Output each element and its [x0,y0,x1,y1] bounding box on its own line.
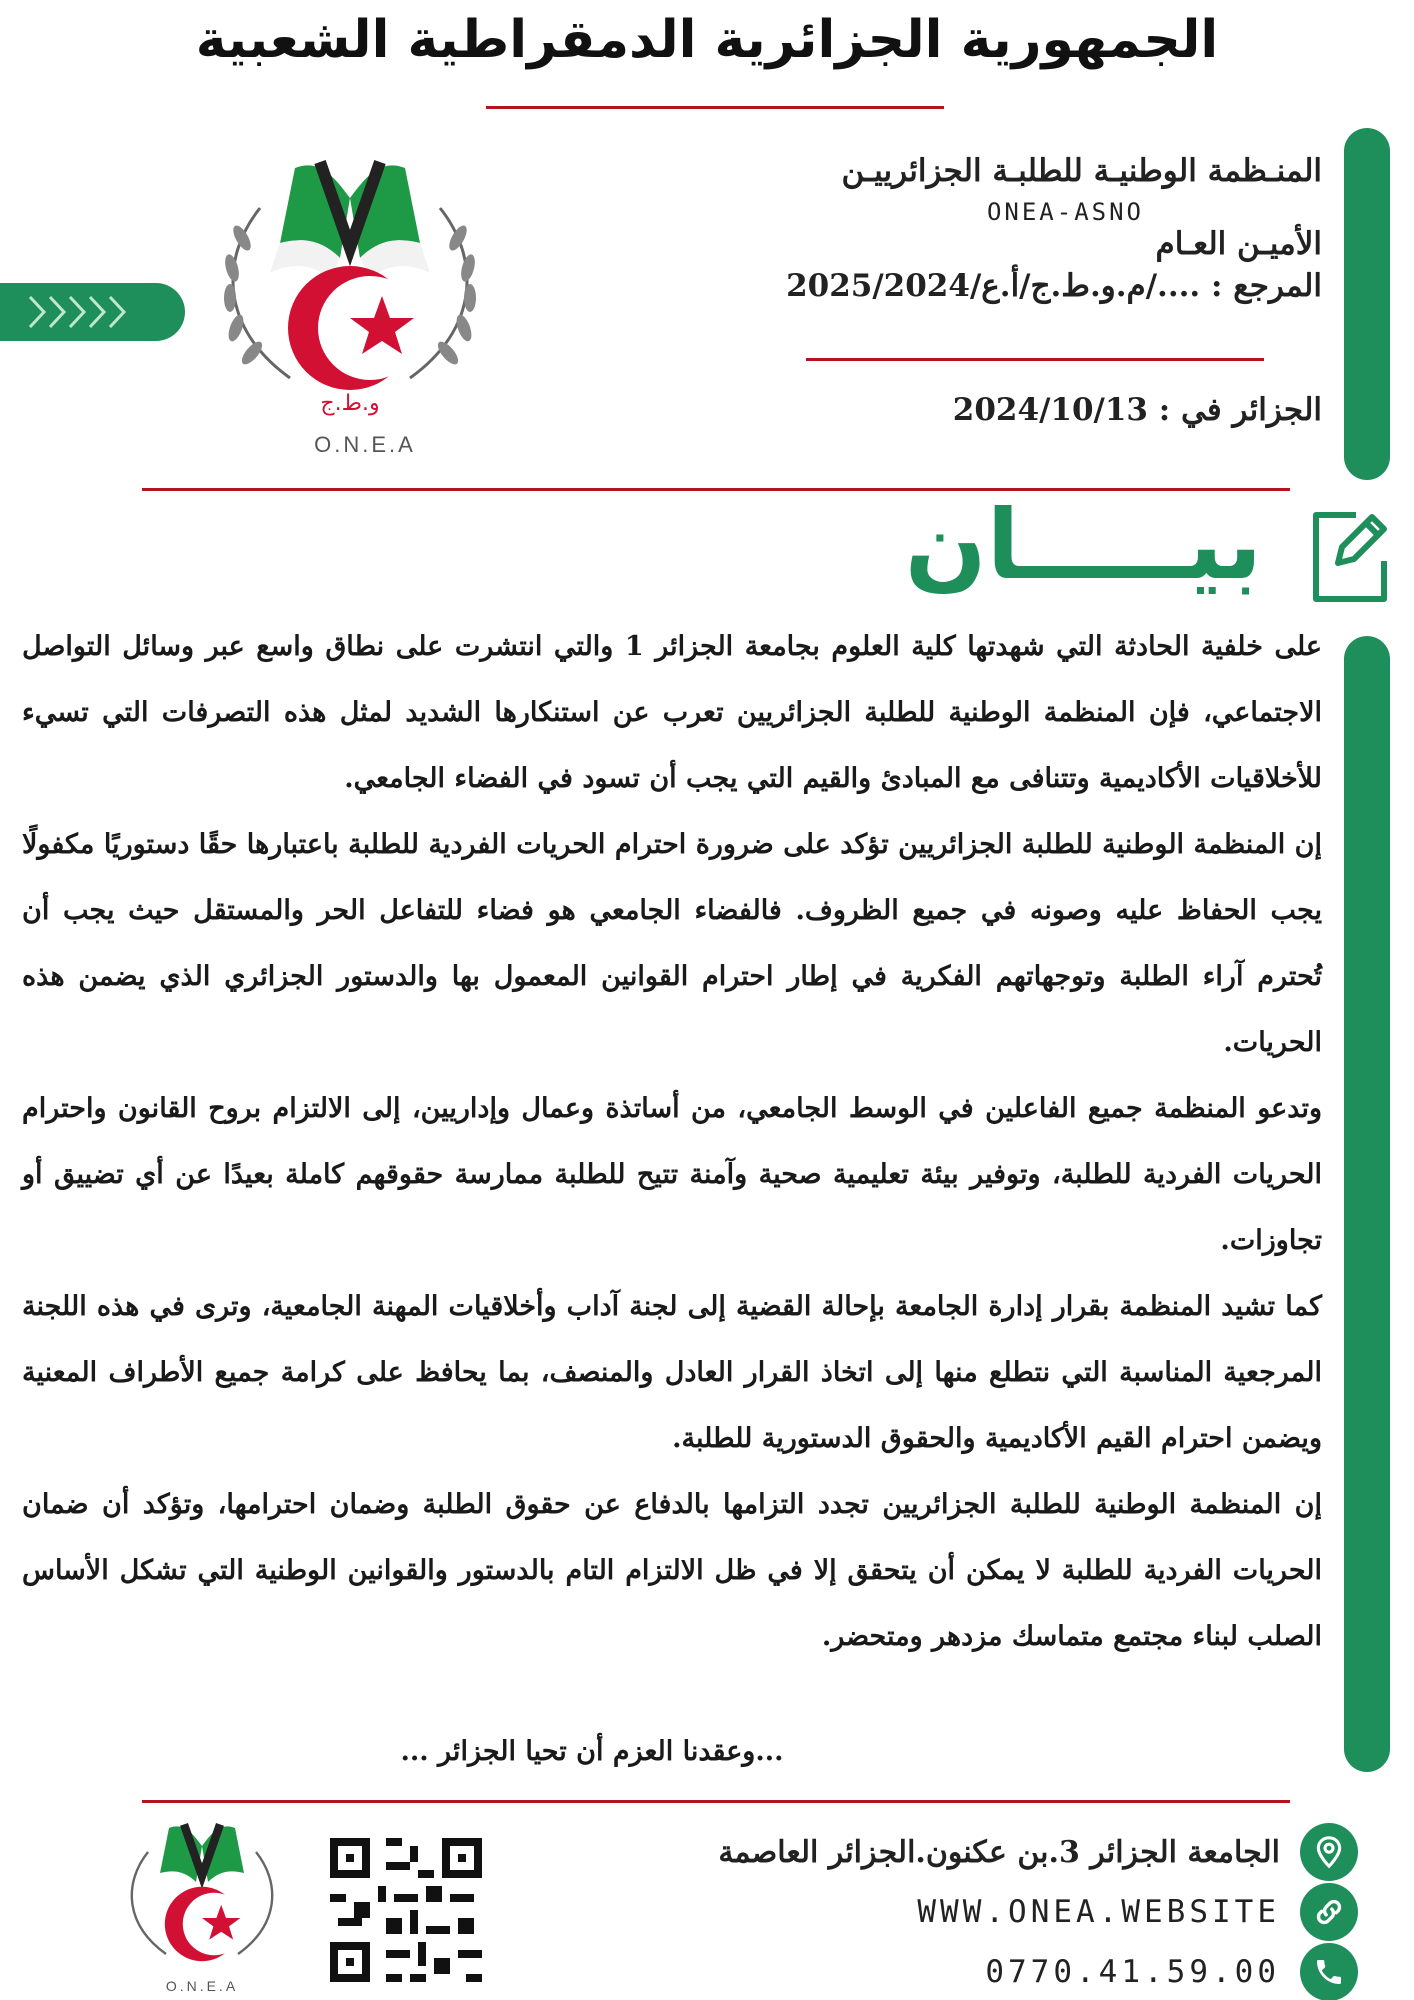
phone-number[interactable]: 0770.41.59.00 [985,1954,1280,1990]
statement-title: بيـــــان [904,489,1262,601]
republic-title: الجمهورية الجزائرية الدمقراطية الشعبية [195,10,1219,70]
onea-emblem [200,148,500,428]
website-link[interactable]: WWW.ONEA.WEBSITE [917,1894,1280,1930]
right-accent-bar-body [1344,636,1390,1772]
qr-code[interactable] [322,1830,490,1990]
footer-emblem-caption: O.N.E.A [165,1978,239,1994]
footer-emblem [112,1815,292,1985]
header-divider [486,106,944,109]
emblem-caption: O.N.E.A [314,432,416,457]
address-text: الجامعة الجزائر 3.بن عكنون.الجزائر العاصمة [718,1834,1280,1870]
reference-number: المرجع : ..../م.و.ط.ج/أ.ع/2025/2024 [786,268,1322,304]
secretary-general-title: الأميـن العـام [1155,226,1322,262]
left-arrow-bar [0,283,185,341]
statement-paragraph: إن المنظمة الوطنية للطلبة الجزائريين تجدد التزامها بالدفاع عن حقوق الطلبة وضمان احترامها، وتؤكد أن ضمان الحريات الفردية للطلبة لا يمكن أن يتحقق إلا في ظل الالتزام التام بالدستور والقوانين الوطنية التي تشكل الأساس الصلب لبناء مجتمع متماسك مزدهر ومتحضر. [22,1489,1322,1652]
closing-line: ...وعقدنا العزم أن تحيا الجزائر ... [400,1736,784,1767]
statement-paragraph: وتدعو المنظمة جميع الفاعلين في الوسط الجامعي، من أساتذة وعمال وإداريين، إلى الالتزام بروح القانون واحترام الحريات الفردية للطلبة، وتوفير بيئة تعليمية صحية وآمنة تتيح للطلبة ممارسة حقوقهم كاملة بعيدًا عن أي تضييق أو تجاوزات. [22,1093,1322,1256]
chevrons-icon [0,283,185,341]
edit-icon [1310,505,1390,605]
org-abbreviation: ONEA-ASNO [986,198,1144,226]
document-date: الجزائر في : 2024/10/13 [952,392,1322,428]
contact-phone[interactable] [985,1942,1358,2000]
right-accent-bar-top [1344,128,1390,480]
footer-divider [142,1800,1290,1803]
org-name: المنـظمة الوطنيـة للطلبـة الجزائرييـن [841,153,1322,189]
statement-body [22,614,1322,1670]
link-icon[interactable] [1300,1883,1358,1941]
statement-paragraph: كما تشيد المنظمة بقرار إدارة الجامعة بإحالة القضية إلى لجنة آداب وأخلاقيات المهنة الجامعية، وترى في هذه اللجنة المرجعية المناسبة التي نتطلع منها إلى اتخاذ القرار العادل والمنصف، بما يحافظ على كرامة جميع الأطراف المعنية ويضمن احترام القيم الأكاديمية والحقوق الدستورية للطلبة. [22,1291,1322,1454]
emblem-initials: و.ط.ج [320,391,380,416]
contact-address [718,1822,1358,1882]
phone-icon[interactable] [1300,1943,1358,2000]
reference-divider [806,358,1264,361]
location-pin-icon [1300,1823,1358,1881]
org-info [682,150,1322,192]
statement-paragraph: إن المنظمة الوطنية للطلبة الجزائريين تؤكد على ضرورة احترام الحريات الفردية للطلبة باعتبارها حقًا دستوريًا مكفولًا يجب الحفاظ عليه وصونه في جميع الظروف. فالفضاء الجامعي هو فضاء للتفاعل الحر والمستقل حيث يجب أن تُحترم آراء الطلبة وتوجهاتهم الفكرية في إطار احترام القوانين المعمول بها والدستور الجزائري الذي يضمن هذه الحريات. [22,829,1322,1058]
contact-website[interactable] [917,1882,1358,1942]
statement-paragraph: على خلفية الحادثة التي شهدتها كلية العلوم بجامعة الجزائر 1 والتي انتشرت على نطاق واسع عبر وسائل التواصل الاجتماعي، فإن المنظمة الوطنية للطلبة الجزائريين تعرب عن استنكارها الشديد لمثل هذه التصرفات التي تسيء للأخلاقيات الأكاديمية وتتنافى مع المبادئ والقيم التي يجب أن تسود في الفضاء الجامعي. [22,631,1322,794]
